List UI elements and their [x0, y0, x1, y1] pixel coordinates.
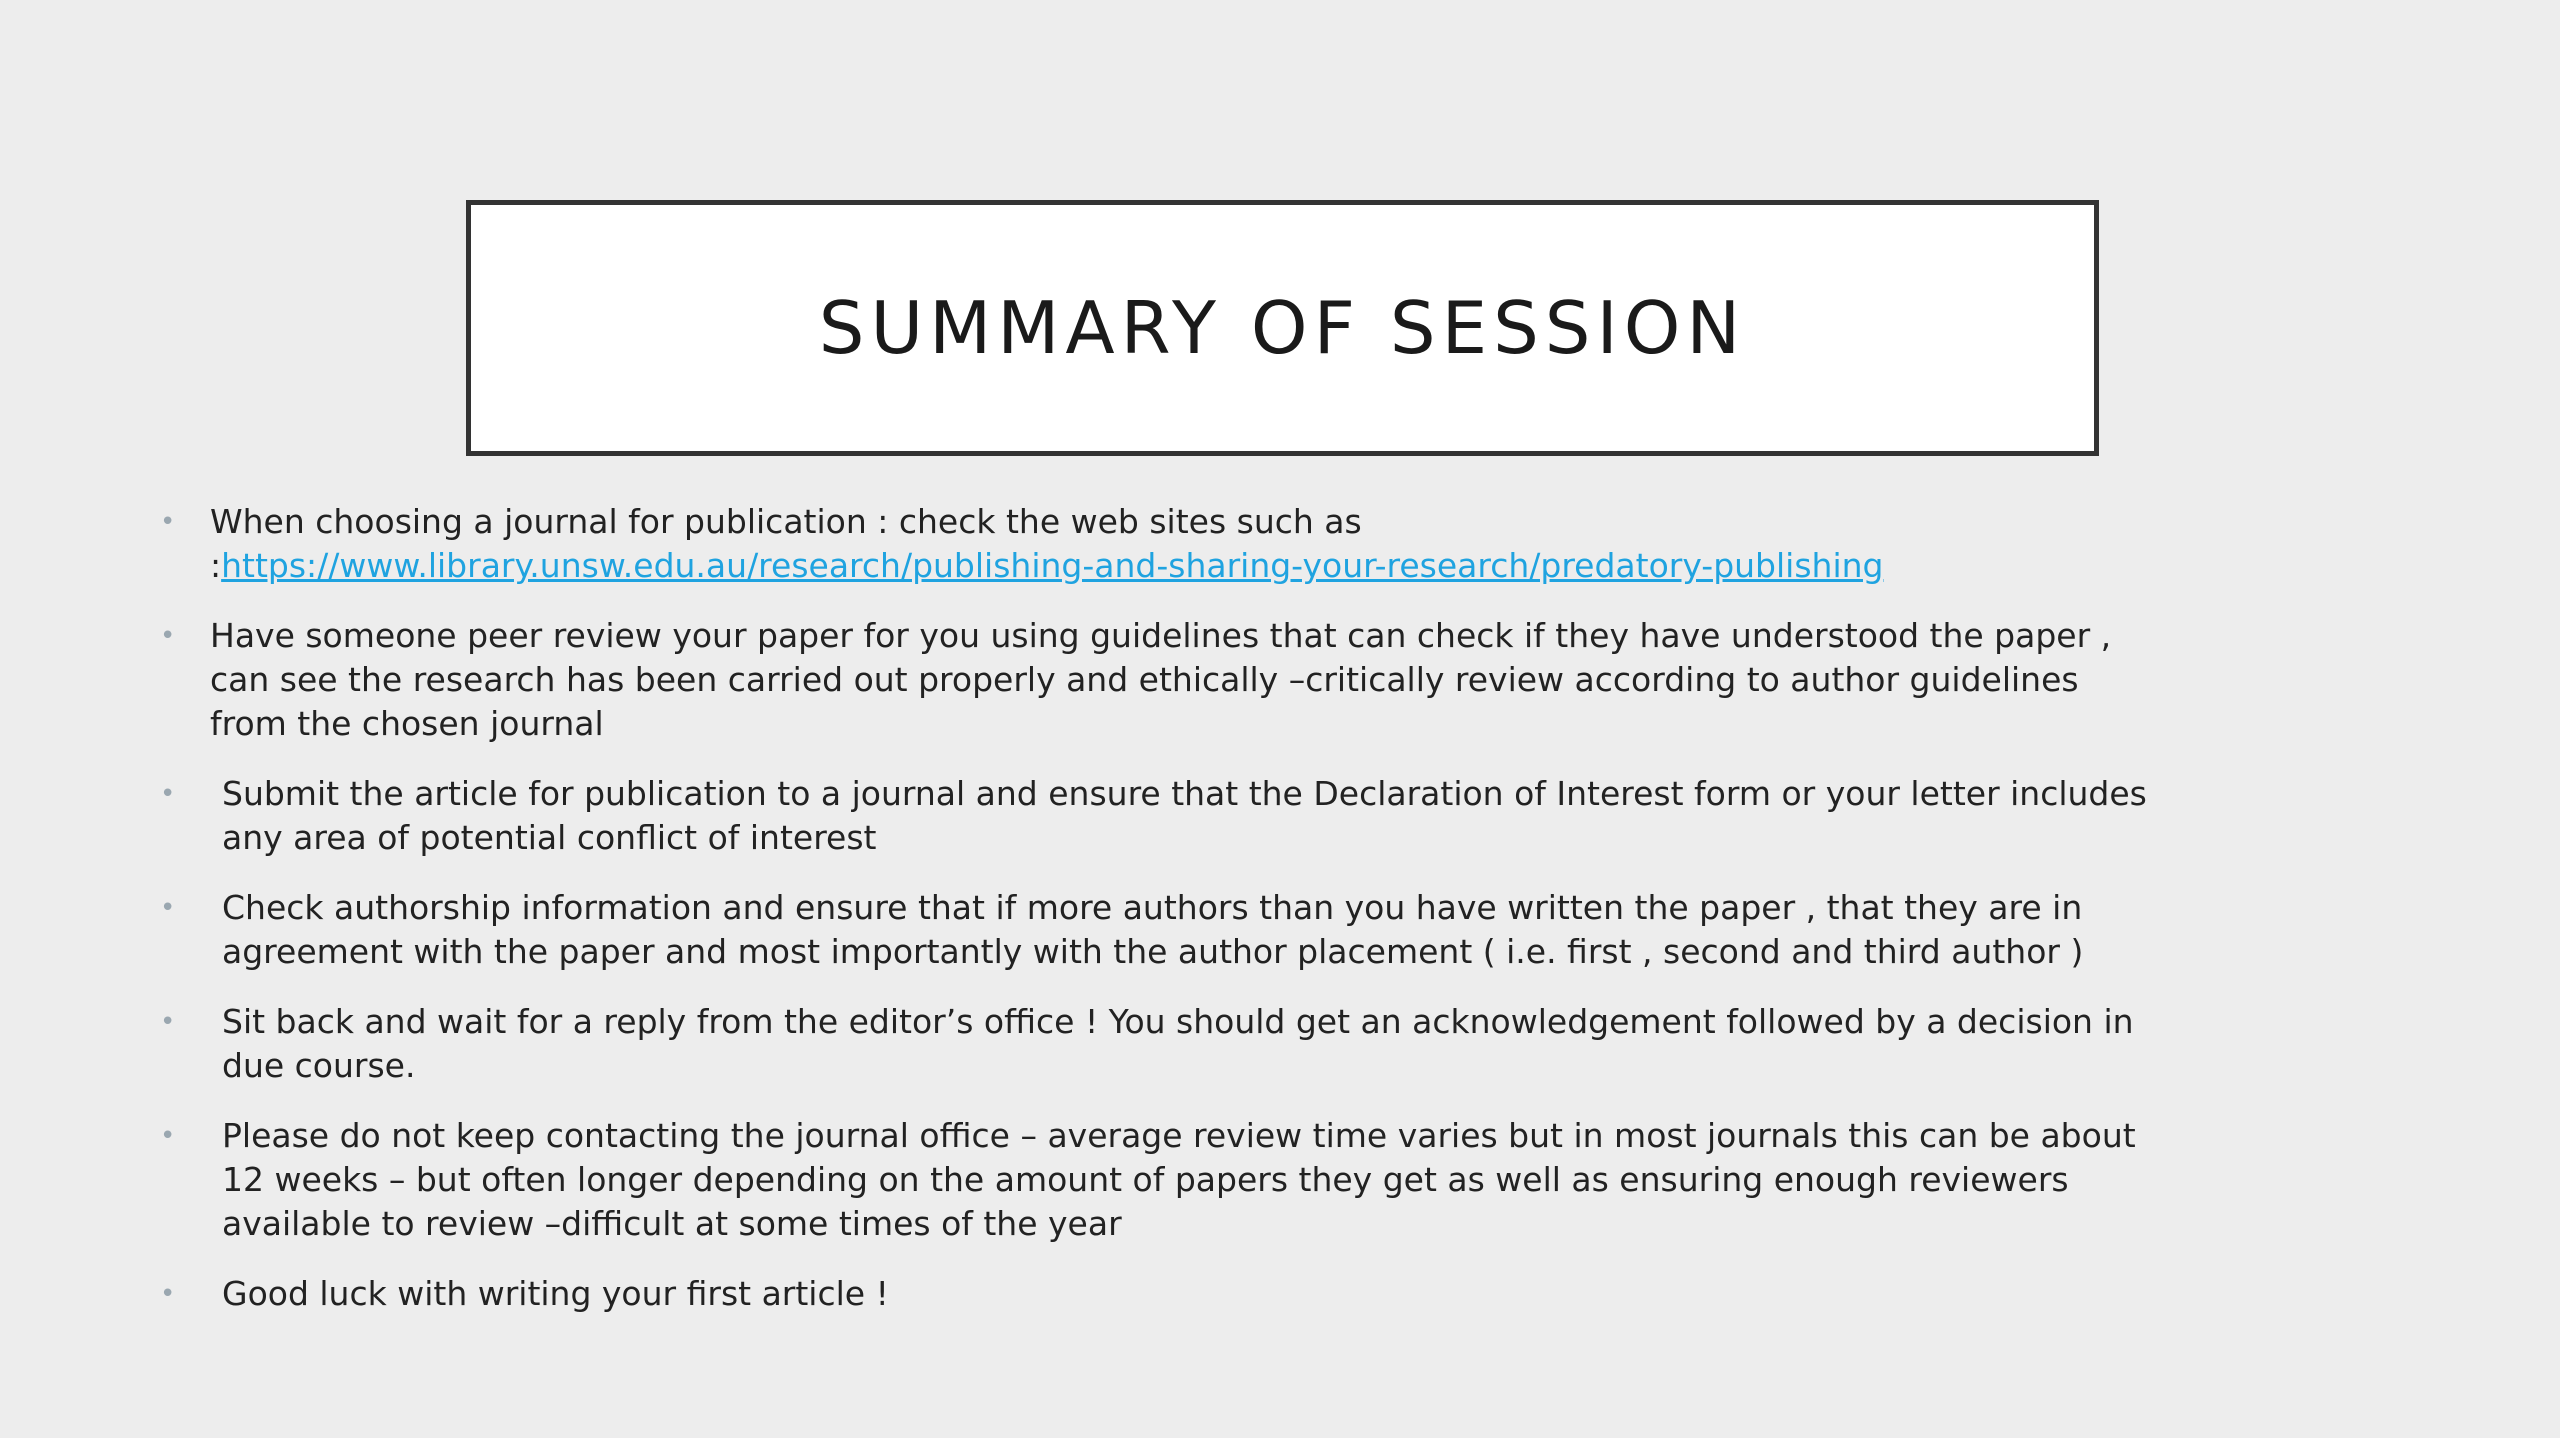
bullet-item	[160, 614, 2160, 746]
bullet-text: Good luck with writing your first article !	[222, 1274, 889, 1313]
bullet-dot-icon: •	[160, 507, 176, 537]
bullet-item	[160, 772, 2160, 860]
bullet-text	[160, 500, 2160, 588]
bullet-item	[160, 886, 2160, 974]
title-box	[466, 200, 2099, 456]
link-prefix: :	[210, 546, 222, 585]
bullet-text: Sit back and wait for a reply from the editor’s office ! You should get an acknowledgement followed by a decision in due course.	[222, 1002, 2134, 1085]
bullet-list	[160, 500, 2160, 1342]
slide-title: SUMMARY OF SESSION	[818, 286, 1747, 370]
bullet-text: Please do not keep contacting the journal office – average review time varies but in most journals this can be about 12 weeks – but often longer depending on the amount of papers they get as well as ensuring enough reviewers available to review –difficult at some times of the year	[222, 1116, 2136, 1243]
bullet-dot-icon: •	[160, 621, 176, 651]
bullet-text: Check authorship information and ensure that if more authors than you have written the paper , that they are in agreement with the paper and most importantly with the author placement ( i.e. first , second and third author )	[222, 888, 2084, 971]
bullet-item	[160, 1272, 2160, 1316]
bullet-dot-icon: •	[160, 1279, 176, 1309]
bullet-dot-icon: •	[160, 1007, 176, 1037]
bullet-text: Submit the article for publication to a journal and ensure that the Declaration of Interest form or your letter includes any area of potential conflict of interest	[222, 774, 2147, 857]
bullet-text-main: When choosing a journal for publication : check the web sites such as	[210, 502, 1362, 541]
bullet-text: Have someone peer review your paper for you using guidelines that can check if they have understood the paper , can see the research has been carried out properly and ethically –critically review according to author guidelines from the chosen journal	[210, 616, 2112, 743]
bullet-dot-icon: •	[160, 779, 176, 809]
bullet-dot-icon: •	[160, 893, 176, 923]
bullet-item	[160, 1000, 2160, 1088]
predatory-publishing-link[interactable]: https://www.library.unsw.edu.au/research/publishing-and-sharing-your-research/predatory-publishing	[221, 546, 1884, 585]
bullet-dot-icon: •	[160, 1121, 176, 1151]
bullet-item	[160, 500, 2160, 588]
bullet-item	[160, 1114, 2160, 1246]
